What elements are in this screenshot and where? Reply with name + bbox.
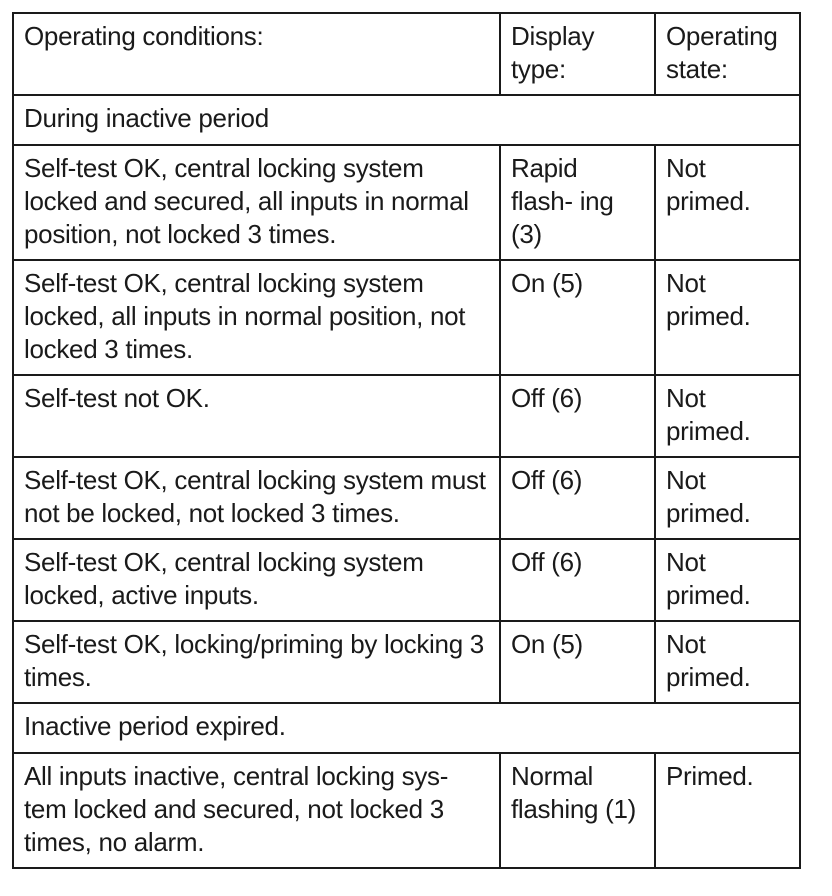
header-operating-state: Operating state: <box>655 13 800 95</box>
operating-state-cell: Primed. <box>655 753 800 868</box>
operating-conditions-table <box>12 12 801 869</box>
header-operating-conditions: Operating conditions: <box>13 13 500 95</box>
table-row <box>13 457 800 539</box>
condition-cell: All inputs inactive, central locking sys- tem locked and secured, not locked 3 times, no alarm. <box>13 753 500 868</box>
display-type-cell: Off (6) <box>500 375 655 457</box>
table-row <box>13 375 800 457</box>
operating-state-cell: Not primed. <box>655 457 800 539</box>
table-row <box>13 260 800 375</box>
display-type-cell: Off (6) <box>500 457 655 539</box>
section-row-inactive-period-expired <box>13 703 800 753</box>
section-title: Inactive period expired. <box>13 703 800 753</box>
table-row <box>13 145 800 260</box>
display-type-cell: Normal flashing (1) <box>500 753 655 868</box>
operating-state-cell: Not primed. <box>655 621 800 703</box>
table-header-row <box>13 13 800 95</box>
table-row <box>13 753 800 868</box>
display-type-cell: On (5) <box>500 260 655 375</box>
section-row-inactive-period <box>13 95 800 145</box>
condition-cell: Self-test OK, central locking system locked and secured, all inputs in normal position, not locked 3 times. <box>13 145 500 260</box>
header-display-type: Display type: <box>500 13 655 95</box>
display-type-cell: Rapid flash- ing (3) <box>500 145 655 260</box>
condition-cell: Self-test OK, locking/priming by locking 3 times. <box>13 621 500 703</box>
operating-state-cell: Not primed. <box>655 539 800 621</box>
display-type-cell: Off (6) <box>500 539 655 621</box>
display-type-cell: On (5) <box>500 621 655 703</box>
condition-cell: Self-test OK, central locking system locked, active inputs. <box>13 539 500 621</box>
condition-cell: Self-test OK, central locking system locked, all inputs in normal position, not locked 3 times. <box>13 260 500 375</box>
section-title: During inactive period <box>13 95 800 145</box>
condition-cell: Self-test OK, central locking system must not be locked, not locked 3 times. <box>13 457 500 539</box>
table-row <box>13 621 800 703</box>
operating-state-cell: Not primed. <box>655 375 800 457</box>
table-row <box>13 539 800 621</box>
operating-state-cell: Not primed. <box>655 145 800 260</box>
operating-state-cell: Not primed. <box>655 260 800 375</box>
condition-cell: Self-test not OK. <box>13 375 500 457</box>
